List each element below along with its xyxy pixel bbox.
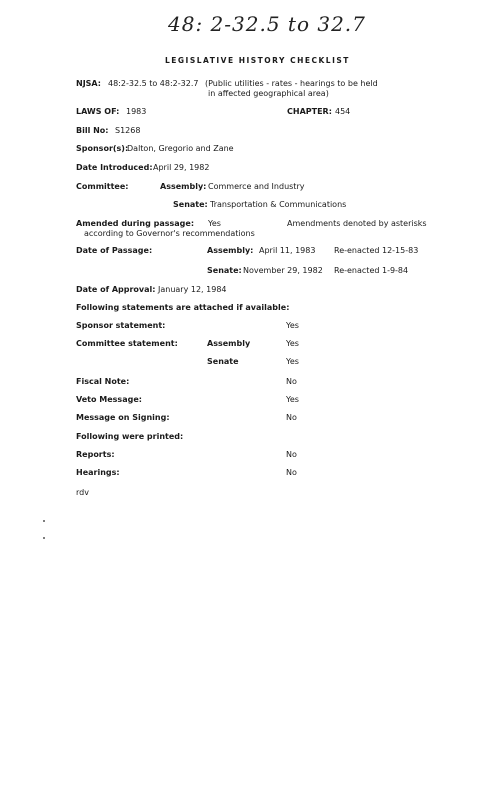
committee-assembly-value: Commerce and Industry	[208, 182, 305, 191]
passage-senate-reenacted: Re-enacted 1-9-84	[334, 266, 409, 275]
date-introduced-value: April 29, 1982	[153, 163, 210, 172]
passage-assembly-label: Assembly:	[207, 246, 254, 255]
njsa-note-line2: in affected geographical area)	[208, 89, 329, 98]
sponsors-label: Sponsor(s):	[76, 144, 129, 153]
njsa-value: 48:2-32.5 to 48:2-32.7	[108, 79, 199, 88]
hearings-label: Hearings:	[76, 468, 120, 477]
amended-label: Amended during passage:	[76, 219, 195, 228]
scan-speck	[43, 537, 45, 539]
laws-of-value: 1983	[126, 107, 147, 116]
sponsors-value: Dalton, Gregorio and Zane	[127, 144, 234, 153]
message-signing-value: No	[286, 413, 297, 422]
passage-senate-value: November 29, 1982	[243, 266, 323, 275]
committee-statement-senate-value: Yes	[286, 357, 299, 366]
laws-of-label: LAWS OF:	[76, 107, 120, 116]
hearings-value: No	[286, 468, 297, 477]
sponsor-statement-value: Yes	[286, 321, 299, 330]
committee-senate-value: Transportation & Communications	[210, 200, 347, 209]
date-introduced-label: Date Introduced:	[76, 163, 153, 172]
veto-message-label: Veto Message:	[76, 395, 142, 404]
committee-statement-label: Committee statement:	[76, 339, 178, 348]
committee-assembly-label: Assembly:	[160, 182, 207, 191]
chapter-label: CHAPTER:	[287, 107, 332, 116]
following-printed-heading: Following were printed:	[76, 432, 184, 441]
scan-speck	[43, 520, 45, 522]
passage-label: Date of Passage:	[76, 246, 153, 255]
handwritten-header: 48: 2-32.5 to 32.7	[168, 12, 366, 36]
committee-statement-senate-label: Senate	[207, 357, 239, 366]
amended-sub: according to Governor's recommendations	[84, 229, 255, 238]
bill-no-label: Bill No:	[76, 126, 109, 135]
fiscal-note-value: No	[286, 377, 297, 386]
following-attached-heading: Following statements are attached if available:	[76, 303, 290, 312]
committee-statement-assembly-label: Assembly	[207, 339, 251, 348]
committee-statement-assembly-value: Yes	[286, 339, 299, 348]
initials: rdv	[76, 488, 89, 497]
bill-no-value: S1268	[115, 126, 141, 135]
njsa-note-line1: (Public utilities - rates - hearings to be held	[205, 79, 378, 88]
sponsor-statement-label: Sponsor statement:	[76, 321, 166, 330]
njsa-label: NJSA:	[76, 79, 101, 88]
veto-message-value: Yes	[286, 395, 299, 404]
passage-assembly-reenacted: Re-enacted 12-15-83	[334, 246, 419, 255]
message-signing-label: Message on Signing:	[76, 413, 170, 422]
chapter-value: 454	[335, 107, 351, 116]
approval-label: Date of Approval:	[76, 285, 156, 294]
amended-note: Amendments denoted by asterisks	[287, 219, 427, 228]
committee-senate-label: Senate:	[173, 200, 208, 209]
approval-value: January 12, 1984	[158, 285, 227, 294]
reports-label: Reports:	[76, 450, 115, 459]
committee-label: Committee:	[76, 182, 129, 191]
fiscal-note-label: Fiscal Note:	[76, 377, 130, 386]
page-title: LEGISLATIVE HISTORY CHECKLIST	[165, 56, 350, 65]
reports-value: No	[286, 450, 297, 459]
passage-assembly-value: April 11, 1983	[259, 246, 316, 255]
passage-senate-label: Senate:	[207, 266, 242, 275]
amended-value: Yes	[208, 219, 221, 228]
